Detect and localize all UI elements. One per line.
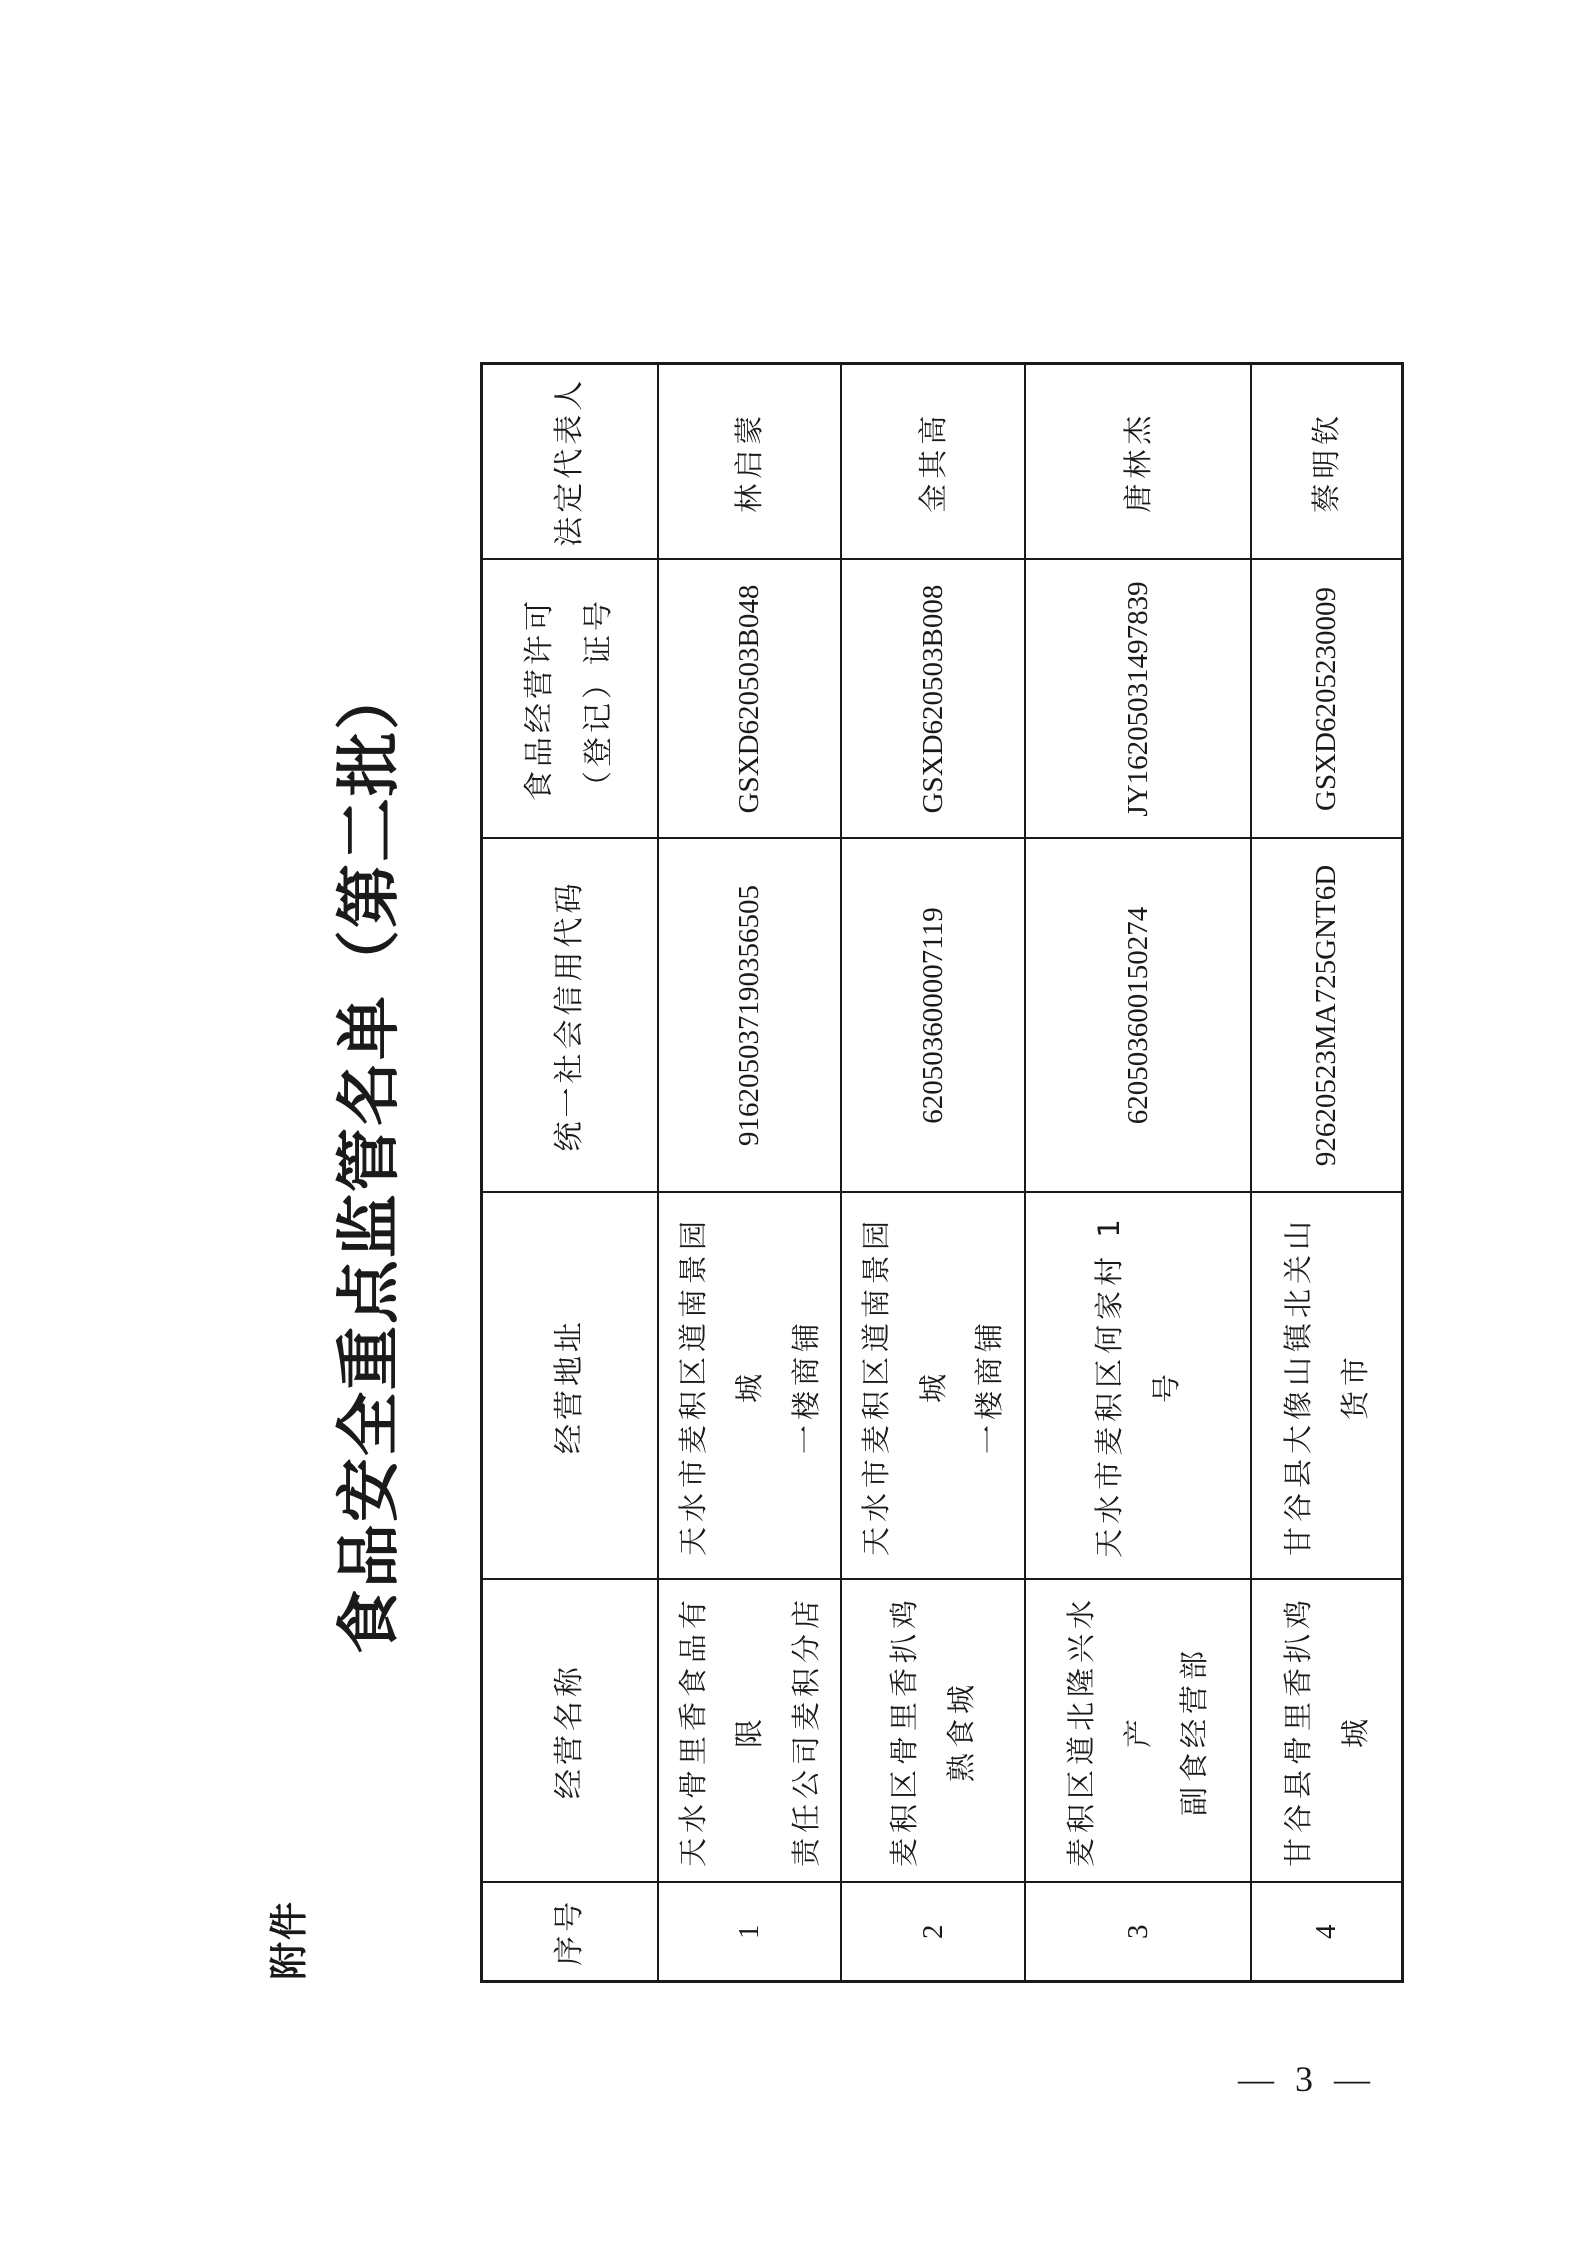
row-business-address: [1251, 1193, 1403, 1580]
row-business-address: [841, 1193, 1025, 1580]
row-license-number: JY16205031497839: [1025, 560, 1251, 839]
attachment-label: 附件: [267, 1899, 311, 1980]
row-legal-representative: 唐林杰: [1025, 364, 1251, 560]
document-title: 食品安全重点监管名单（第二批）: [332, 664, 407, 1654]
table-header-row: [482, 364, 658, 1982]
row-business-name: [1025, 1580, 1251, 1883]
row-business-name: [1251, 1580, 1403, 1883]
row-business-name: [841, 1580, 1025, 1883]
address-line2: 一楼商铺: [788, 1318, 823, 1455]
business-name-line2: 责任公司麦积分店: [788, 1595, 823, 1868]
business-name-line1: 甘谷县骨里香扒鸡城: [1280, 1595, 1372, 1868]
row-index: 3: [1025, 1883, 1251, 1982]
row-legal-representative: 金其高: [841, 364, 1025, 560]
row-license-number: GSXD620503B008: [841, 560, 1025, 839]
address-line1: 天水市麦积区道南景园城: [859, 1216, 950, 1557]
address-line1: 天水市麦积区何家村 1 号: [1092, 1214, 1183, 1558]
header-business-address: 经营地址: [482, 1193, 658, 1580]
row-index: 4: [1251, 1883, 1403, 1982]
row-credit-code: 620503600007119: [841, 839, 1025, 1193]
address-line1: 甘谷县大像山镇北关山货市: [1280, 1216, 1372, 1557]
row-index: 1: [658, 1883, 842, 1982]
table-row: [841, 364, 1025, 1982]
business-name-line2: 熟食城: [943, 1680, 978, 1783]
row-index: 2: [841, 1883, 1025, 1982]
header-license-number: [482, 560, 658, 839]
supervision-list-table: [480, 362, 1404, 1983]
table-row: [1251, 364, 1403, 1982]
page-number: — 3 —: [1238, 2059, 1376, 2099]
row-license-number: GSXD620503B048: [658, 560, 842, 839]
table-row: [1025, 364, 1251, 1982]
address-line2: 一楼商铺: [972, 1318, 1007, 1455]
address-line1: 天水市麦积区道南景园城: [675, 1216, 767, 1557]
business-name-line2: 副食经营部: [1177, 1646, 1212, 1817]
business-name-line1: 麦积区骨里香扒鸡: [887, 1595, 922, 1868]
header-license-line1: 食品经营许可: [522, 597, 558, 801]
row-credit-code: 916205037190356505: [658, 839, 842, 1193]
business-name-line1: 麦积区道北隆兴水产: [1063, 1595, 1155, 1868]
header-index: 序号: [482, 1883, 658, 1982]
row-legal-representative: 蔡明钦: [1251, 364, 1403, 560]
row-license-number: GSXD6205230009: [1251, 560, 1403, 839]
header-business-name: 经营名称: [482, 1580, 658, 1883]
row-business-name: [658, 1580, 842, 1883]
row-credit-code: 92620523MA725GNT6D: [1251, 839, 1403, 1193]
row-business-address: [658, 1193, 842, 1580]
row-legal-representative: 林启蒙: [658, 364, 842, 560]
business-name-line1: 天水骨里香食品有限: [675, 1595, 767, 1868]
row-business-address: [1025, 1193, 1251, 1580]
row-credit-code: 620503600150274: [1025, 839, 1251, 1193]
header-legal-representative: 法定代表人: [482, 364, 658, 560]
table-row: [658, 364, 842, 1982]
header-license-line2: （登记）证号: [580, 597, 616, 801]
header-credit-code: 统一社会信用代码: [482, 839, 658, 1193]
